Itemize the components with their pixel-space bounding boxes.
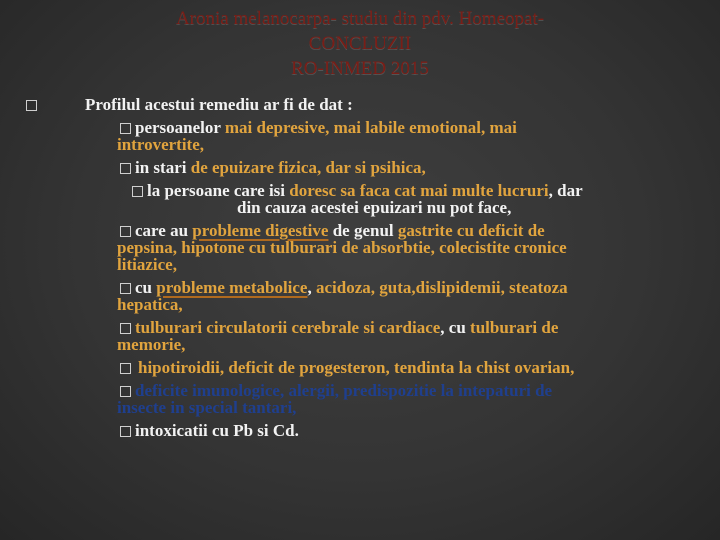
bullet-icon — [120, 323, 131, 334]
bullet-icon — [120, 163, 131, 174]
list-item: persoanelor mai depresive, mai labile emotional, mai — [120, 119, 696, 136]
list-item-cont: litiazice, — [117, 255, 177, 274]
bullet-icon — [120, 226, 131, 237]
title-line-1: Aronia melanocarpa- studiu din pdv. Homeopat- — [175, 8, 545, 29]
list-item: in stari de epuizare fizica, dar si psihica, — [120, 159, 696, 176]
list-item-cont: din cauza acestei epuizari nu pot face, — [237, 198, 512, 217]
bullet-icon — [132, 186, 143, 197]
list-item: la persoane care isi doresc sa faca cat mai multe lucruri, dar — [132, 182, 696, 199]
list-item: care au probleme digestive de genul gastrite cu deficit de — [120, 222, 696, 239]
list-item: deficite imunologice, alergii, predispozitie la intepaturi de — [120, 382, 696, 399]
list-item-cont: insecte in special tantari, — [117, 398, 297, 417]
list-item-cont: hepatica, — [117, 295, 183, 314]
list-item: hipotiroidii, deficit de progesteron, tendinta la chist ovarian, — [120, 359, 696, 376]
intro-text: Profilul acestui remediu ar fi de dat : — [85, 95, 353, 114]
list-item-cont: introvertite, — [117, 135, 205, 154]
list-item: intoxicatii cu Pb si Cd. — [120, 422, 696, 439]
bullet-icon — [120, 386, 131, 397]
title-line-2: CONCLUZII — [308, 33, 412, 54]
list-item-cont: pepsina, hipotone cu tulburari de absorbtie, colecistite cronice — [117, 238, 567, 257]
list-item: tulburari circulatorii cerebrale si cardiace, cu tulburari de — [120, 319, 696, 336]
bullet-icon — [120, 123, 131, 134]
intro-line — [26, 96, 696, 113]
title-line-3: RO-INMED 2015 — [291, 58, 429, 79]
slide-content — [26, 96, 696, 439]
list-item-cont: memorie, — [117, 335, 186, 354]
slide-title — [0, 6, 720, 81]
bullet-icon — [120, 363, 131, 374]
bullet-icon — [120, 426, 131, 437]
bullet-icon — [120, 283, 131, 294]
list-item: cu probleme metabolice, acidoza, guta,dislipidemii, steatoza — [120, 279, 696, 296]
bullet-icon — [26, 100, 37, 111]
